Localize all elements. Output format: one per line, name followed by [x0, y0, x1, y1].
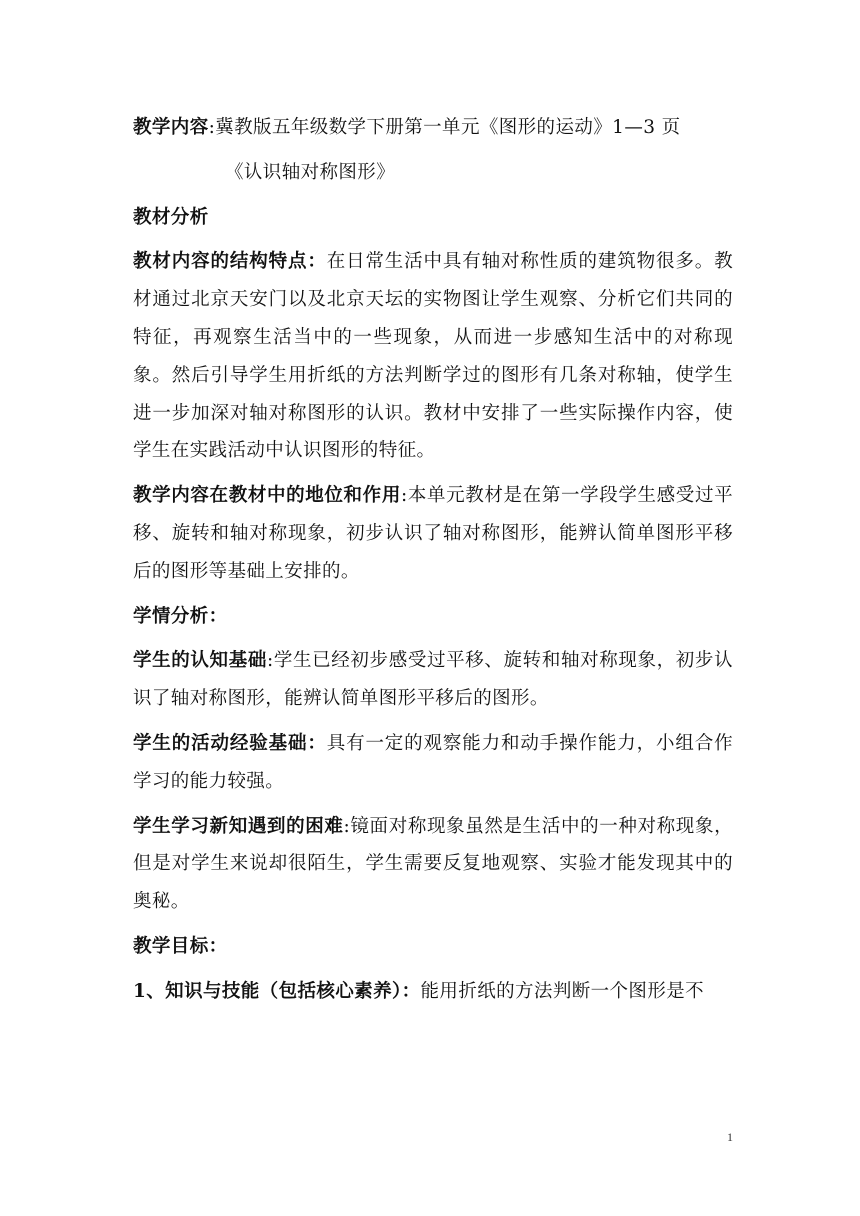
goal-item-1-text: 能用折纸的方法判断一个图形是不: [420, 980, 705, 1002]
cognitive-paragraph: [133, 642, 733, 718]
difficulty-label: 学生学习新知遇到的困难: [133, 815, 344, 837]
position-paragraph: [133, 477, 733, 590]
difficulty-text: :镜面对称现象虽然是生活中的一种对称现象，但是对学生来说却很陌生，学生需要反复地观察、实验才能发现其中的奥秘。: [133, 815, 733, 913]
goal-item-1: [133, 973, 733, 1011]
learner-analysis-heading: 学情分析：: [133, 605, 228, 627]
goal-item-1-label: 1、知识与技能（包括核心素养）：: [133, 980, 421, 1002]
cognitive-label: 学生的认知基础: [133, 650, 267, 672]
structure-label: 教材内容的结构特点：: [133, 251, 327, 273]
structure-paragraph: [133, 243, 733, 470]
experience-text: 具有一定的观察能力和动手操作能力，小组合作学习的能力较强。: [133, 732, 733, 792]
lesson-title: 《认识轴对称图形》: [225, 161, 396, 183]
experience-paragraph: [133, 725, 733, 801]
textbook-analysis-heading: 教材分析: [133, 206, 209, 228]
difficulty-paragraph: [133, 808, 733, 921]
teaching-content-text: :冀教版五年级数学下册第一单元《图形的运动》1—3 页: [208, 117, 681, 138]
position-label: 教学内容在教材中的地位和作用: [133, 485, 401, 507]
cognitive-text: :学生已经初步感受过平移、旋转和轴对称现象，初步认识了轴对称图形，能辨认简单图形平移后的图形。: [133, 650, 733, 710]
teaching-content-line: [133, 109, 733, 147]
experience-label: 学生的活动经验基础：: [133, 732, 327, 754]
teaching-content-label: 教学内容: [133, 117, 209, 138]
document-body: [133, 109, 733, 1011]
teaching-goals-heading: 教学目标：: [133, 935, 228, 957]
page-number: 1: [727, 1130, 733, 1144]
structure-text: 在日常生活中具有轴对称性质的建筑物很多。教材通过北京天安门以及北京天坛的实物图让学生观察、分析它们共同的特征，再观察生活当中的一些现象，从而进一步感知生活中的对称现象。然后引导学生用折纸的方法判断学过的图形有几条对称轴，使学生进一步加深对轴对称图形的认识。教材中安排了一些实际操作内容，使学生在实践活动中认识图形的特征。: [133, 251, 733, 462]
position-text: :本单元教材是在第一学段学生感受过平移、旋转和轴对称现象，初步认识了轴对称图形，能辨认简单图形平移后的图形等基础上安排的。: [133, 485, 733, 582]
